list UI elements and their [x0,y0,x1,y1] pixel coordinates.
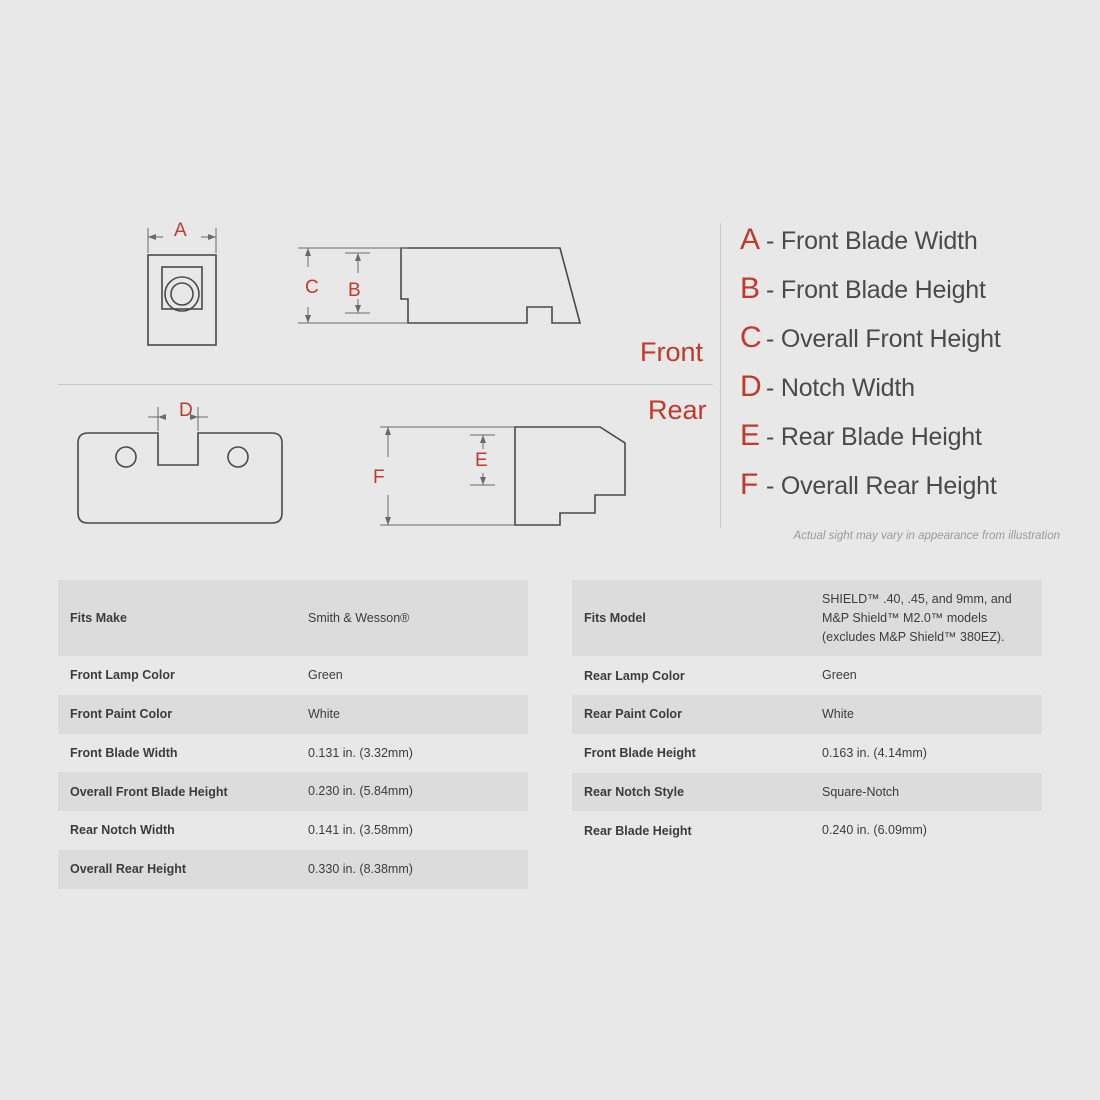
spec-label: Overall Front Blade Height [70,784,228,799]
table-row [572,773,1042,812]
legend-label: - Front Blade Height [766,276,986,304]
legend-label: - Rear Blade Height [766,423,982,451]
spec-value: 0.163 in. (4.14mm) [822,745,927,760]
legend-letter: B [740,272,761,305]
spec-label: Front Lamp Color [70,668,175,683]
specification-tables [58,580,1042,889]
dimension-legend [740,223,1060,542]
legend-item [740,225,1060,274]
spec-label: Overall Rear Height [70,862,187,877]
spec-label: Rear Paint Color [584,707,682,722]
table-row [572,811,1042,850]
spec-label: Rear Notch Width [70,823,175,838]
table-row [58,656,528,695]
table-row [58,850,528,889]
spec-value: 0.131 in. (3.32mm) [308,745,413,760]
view-label-front: Front [640,337,704,367]
sight-dimension-diagram [40,195,1060,565]
spec-value: Green [308,668,343,682]
spec-value: 0.230 in. (5.84mm) [308,784,413,799]
dimension-label-d: D [179,400,193,421]
spec-label: Rear Blade Height [584,823,692,838]
dimension-label-f: F [373,467,385,488]
spec-value: SHIELD™ .40, .45, and 9mm, and M&P Shield™ M2.0™ models (excludes M&P Shield™ 380EZ). [822,592,1012,644]
legend-letter: D [740,370,762,403]
spec-table-right [572,580,1042,889]
legend-label: - Notch Width [766,374,915,402]
table-row [572,734,1042,773]
spec-value: White [308,706,340,721]
legend-label: - Overall Rear Height [766,472,997,500]
spec-label: Front Blade Width [70,745,178,760]
spec-value: 0.240 in. (6.09mm) [822,823,927,838]
spec-table-left [58,580,528,889]
spec-value: 0.141 in. (3.58mm) [308,823,413,837]
table-row [58,734,528,773]
dimension-label-c: C [305,277,319,298]
legend-item [740,323,1060,372]
table-row [572,695,1042,734]
spec-label: Front Paint Color [70,707,173,722]
table-row [58,772,528,811]
table-row [58,695,528,734]
spec-label: Fits Model [584,611,646,626]
spec-value: Smith & Wesson® [308,610,410,625]
spec-label: Rear Notch Style [584,784,685,799]
legend-letter: A [740,223,761,256]
legend-item [740,470,1060,519]
technical-drawings [40,195,740,570]
spec-value: Square-Notch [822,784,900,799]
table-row [58,580,528,656]
dimension-label-b: B [348,280,361,301]
legend-label: - Overall Front Height [766,325,1001,353]
spec-label: Rear Lamp Color [584,668,685,683]
dimension-label-a: A [174,220,187,241]
legend-item [740,274,1060,323]
legend-letter: C [740,321,762,354]
legend-letter: F [740,468,759,501]
spec-value: 0.330 in. (8.38mm) [308,861,413,876]
table-row [58,811,528,850]
spec-label: Fits Make [70,611,127,625]
table-row [572,580,1042,656]
dimension-label-e: E [475,450,488,471]
spec-value: Green [822,668,857,683]
legend-letter: E [740,419,761,452]
legend-item [740,372,1060,421]
illustration-disclaimer: Actual sight may vary in appearance from illustration [793,530,1060,542]
legend-label: - Front Blade Width [766,227,978,255]
legend-item [740,421,1060,470]
table-row [572,656,1042,695]
spec-value: White [822,707,854,721]
spec-label: Front Blade Height [584,746,696,761]
view-label-rear: Rear [648,395,707,425]
